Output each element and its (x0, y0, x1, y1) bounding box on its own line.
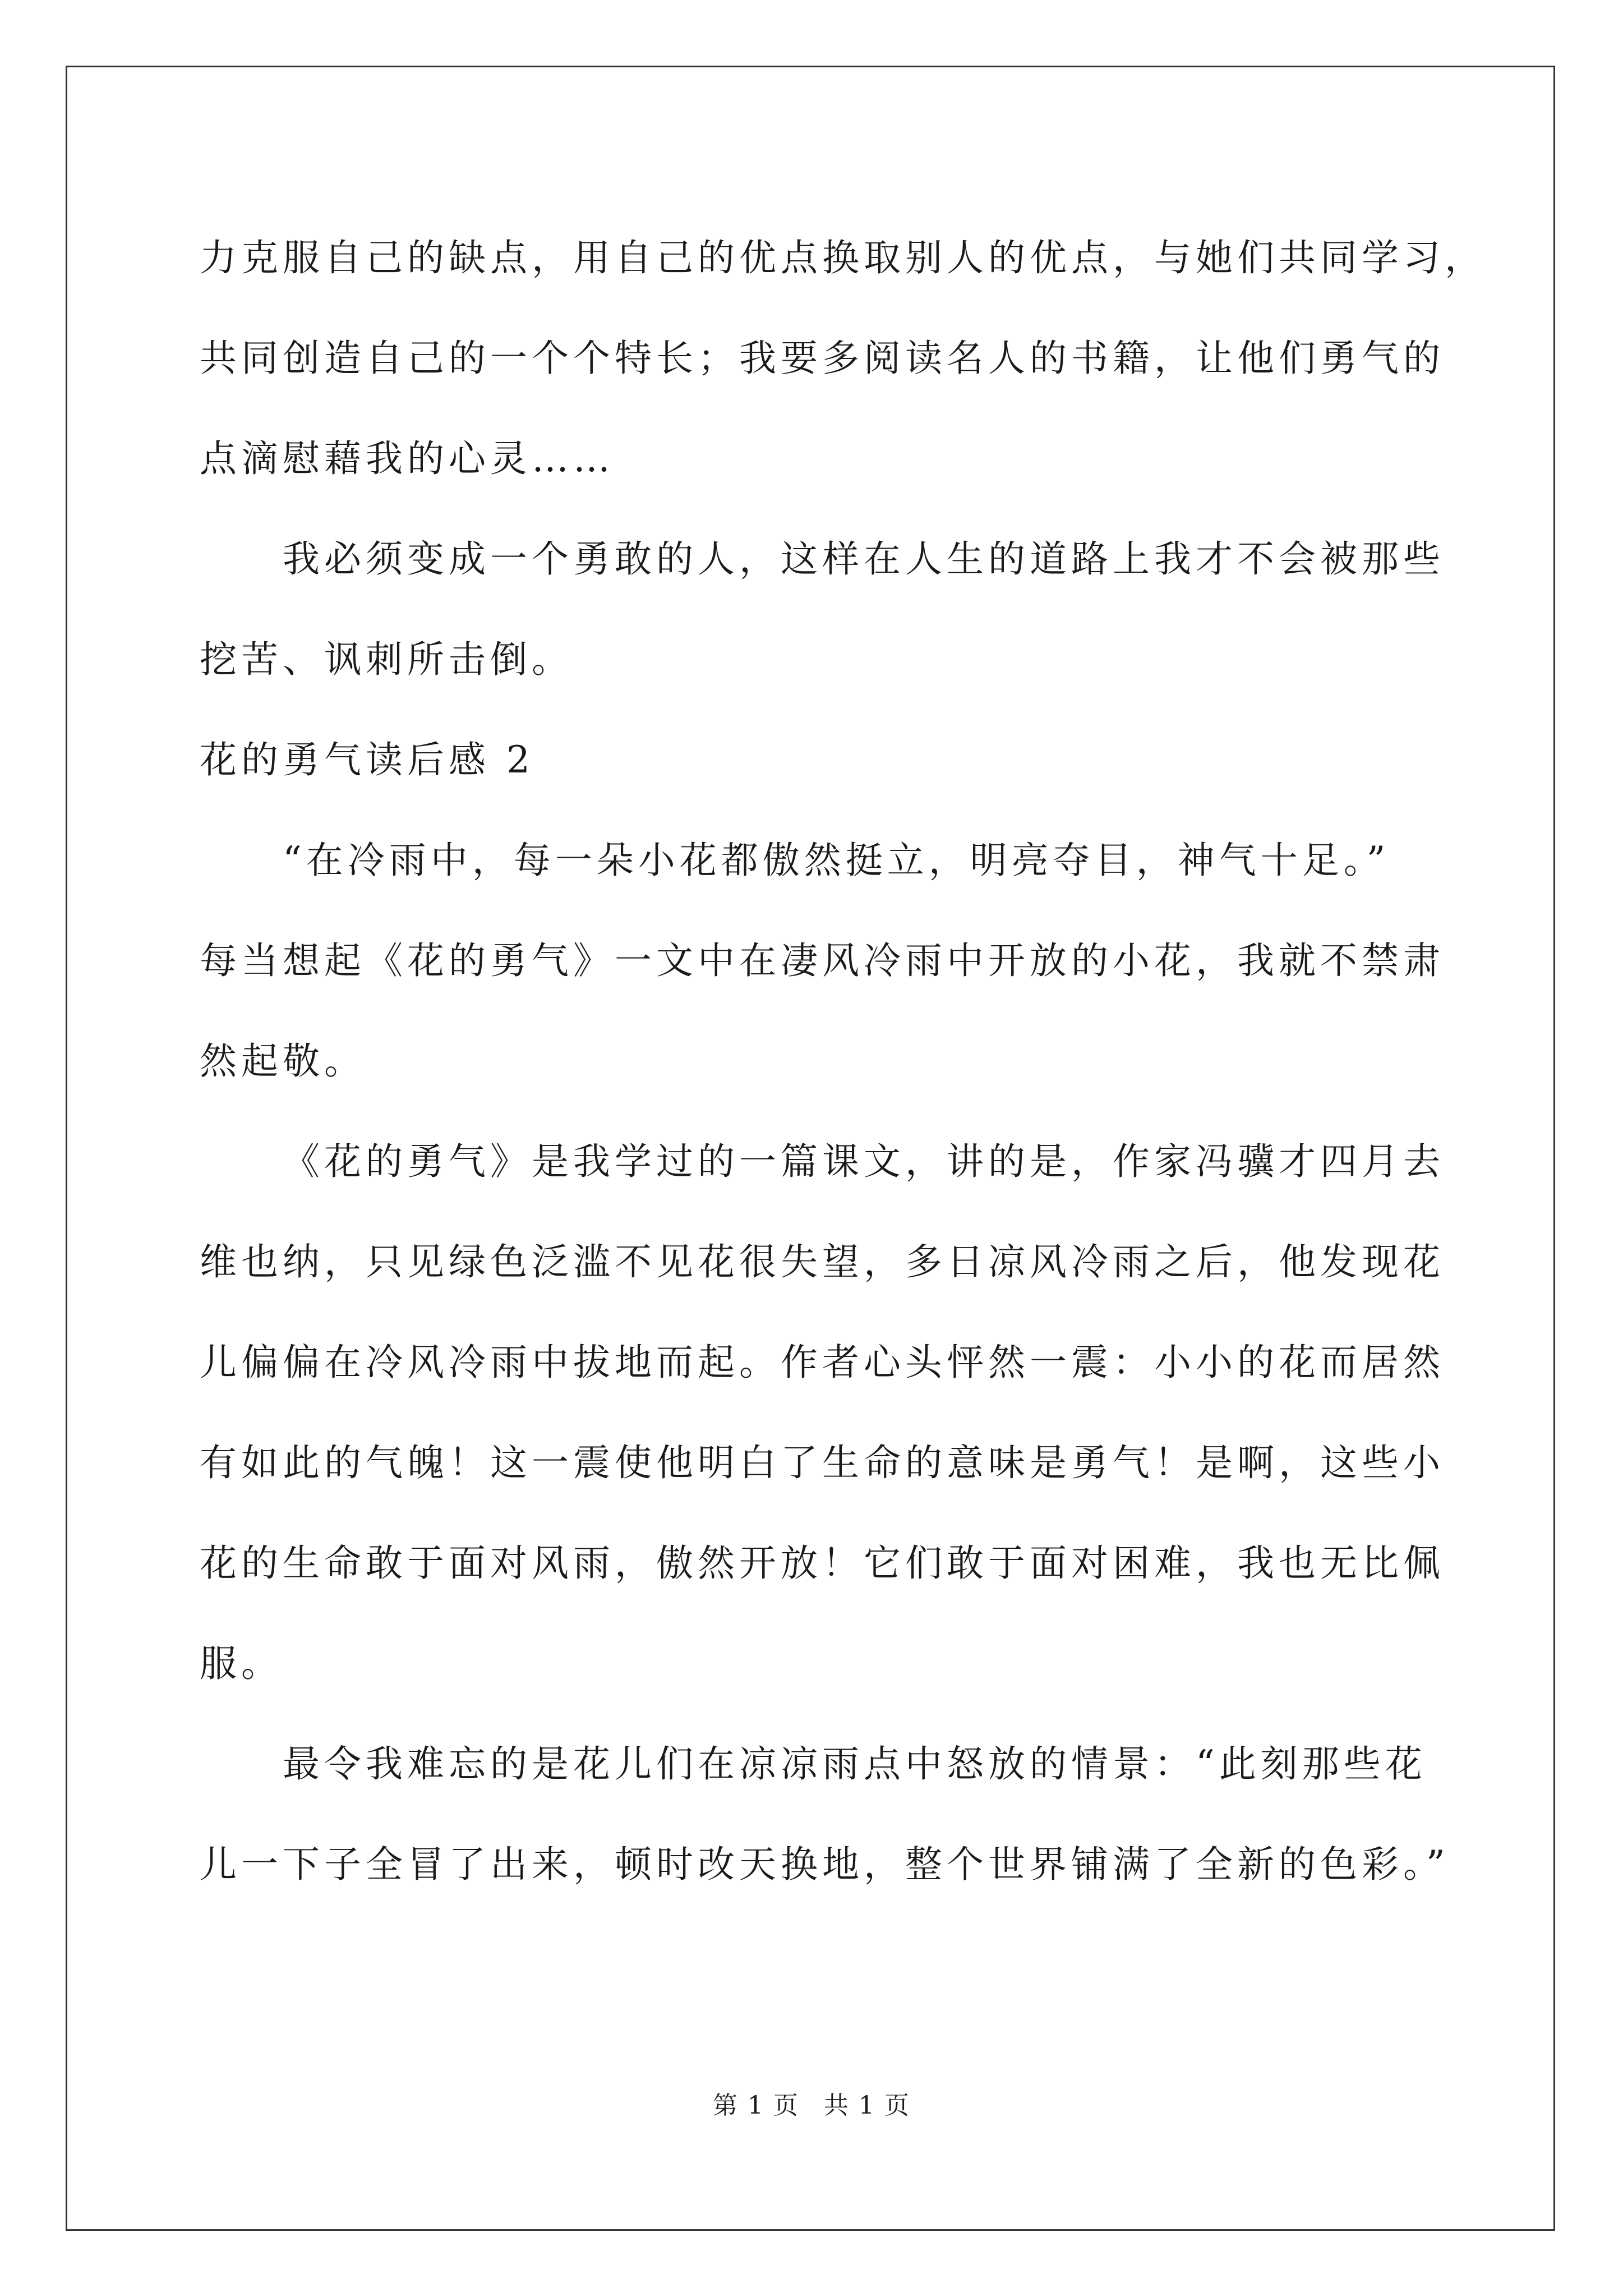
text-line: 儿偏偏在冷风冷雨中拔地而起。作者心头怦然一震：小小的花而居然 (200, 1340, 1445, 1384)
page-footer (0, 2089, 1623, 2123)
text-line: “在冷雨中，每一朵小花都傲然挺立，明亮夺目，神气十足。” (283, 838, 1390, 882)
text-line: 挖苦、讽刺所击倒。 (200, 637, 573, 681)
text-line: 点滴慰藉我的心灵…… (200, 436, 615, 480)
page-number-current: 第 1 页 (713, 2091, 799, 2120)
text-line: 有如此的气魄！这一震使他明白了生命的意味是勇气！是啊，这些小 (200, 1441, 1445, 1484)
document-body (200, 208, 1486, 1915)
section-heading: 花的勇气读后感 2 (200, 738, 534, 781)
text-line: 共同创造自己的一个个特长；我要多阅读名人的书籍，让他们勇气的 (200, 336, 1445, 380)
text-line: 儿一下子全冒了出来，顿时改天换地，整个世界铺满了全新的色彩。” (200, 1842, 1450, 1886)
text-line: 力克服自己的缺点，用自己的优点换取别人的优点，与她们共同学习， (200, 236, 1486, 279)
text-line: 《花的勇气》是我学过的一篇课文，讲的是，作家冯骥才四月去 (283, 1139, 1445, 1183)
text-line: 服。 (200, 1641, 283, 1685)
text-line: 花的生命敢于面对风雨，傲然开放！它们敢于面对困难，我也无比佩 (200, 1541, 1445, 1585)
text-line: 最令我难忘的是花儿们在凉凉雨点中怒放的情景：“此刻那些花 (283, 1742, 1427, 1786)
text-line: 每当想起《花的勇气》一文中在凄风冷雨中开放的小花，我就不禁肃 (200, 938, 1445, 982)
page-number-total: 共 1 页 (824, 2091, 910, 2120)
text-line: 维也纳，只见绿色泛滥不见花很失望，多日凉风冷雨之后，他发现花 (200, 1240, 1445, 1283)
text-line: 然起敬。 (200, 1039, 366, 1083)
text-line: 我必须变成一个勇敢的人，这样在人生的道路上我才不会被那些 (283, 537, 1445, 581)
